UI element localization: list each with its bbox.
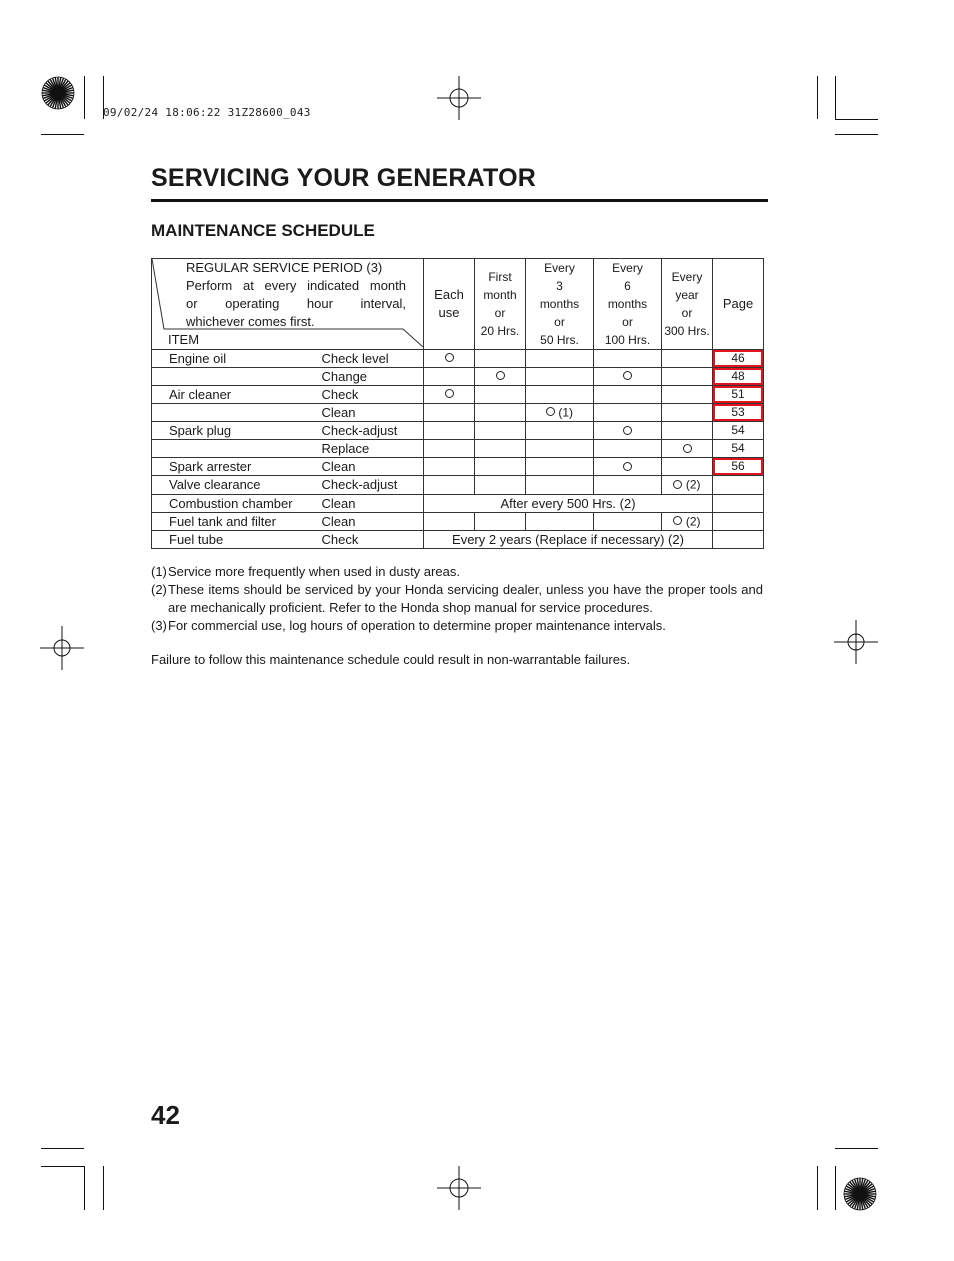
page-ref	[713, 530, 764, 548]
table-row	[152, 530, 764, 548]
registration-sunburst-icon	[843, 1177, 877, 1211]
page-ref-link[interactable]: 48	[713, 368, 764, 386]
page-ref: 54	[713, 422, 764, 440]
footnote: (2) These items should be serviced by your Honda servicing dealer, unless you have the proper tools and are mechanically proficient. Refer to the Honda shop manual for service procedures.	[151, 582, 763, 615]
row-action: Check-adjust	[318, 476, 424, 494]
registration-target-icon	[834, 620, 878, 664]
interval-marker-icon	[673, 480, 682, 489]
registration-target-icon	[437, 76, 481, 120]
page-title: SERVICING YOUR GENERATOR	[151, 164, 536, 192]
registration-target-icon	[437, 1166, 481, 1210]
interval-marker-icon	[623, 462, 632, 471]
interval-marker-icon	[445, 353, 454, 362]
page-ref-link[interactable]: 51	[713, 386, 764, 404]
interval-marker-icon	[683, 444, 692, 453]
page-ref-link[interactable]: 46	[713, 350, 764, 368]
row-item	[152, 404, 318, 422]
row-action: Clean	[318, 458, 424, 476]
col-header-every-year: Every year or 300 Hrs.	[662, 259, 713, 350]
interval-marker-icon	[496, 371, 505, 380]
row-action: Check level	[318, 350, 424, 368]
row-action: Clean	[318, 494, 424, 512]
table-row	[152, 368, 764, 386]
footnote: (1) Service more frequently when used in dusty areas.	[151, 564, 460, 579]
row-action: Change	[318, 368, 424, 386]
col-header-each-use: Each use	[424, 259, 475, 350]
table-row	[152, 350, 764, 368]
table-row	[152, 476, 764, 494]
print-stamp: 09/02/24 18:06:22 31Z28600_043	[103, 106, 311, 119]
page-ref	[713, 476, 764, 494]
table-row	[152, 512, 764, 530]
interval-marker-icon	[673, 516, 682, 525]
page-ref-link[interactable]: 53	[713, 404, 764, 422]
row-item: Air cleaner	[152, 386, 318, 404]
row-item	[152, 368, 318, 386]
col-header-every-6-months: Every 6 months or 100 Hrs.	[594, 259, 662, 350]
page-ref: 54	[713, 440, 764, 458]
corner-line-3: or operating hour interval,	[186, 296, 406, 311]
interval-marker-icon	[445, 389, 454, 398]
interval-span-text: After every 500 Hrs. (2)	[424, 494, 713, 512]
registration-sunburst-icon	[41, 76, 75, 110]
title-rule	[151, 199, 768, 202]
row-item: Fuel tank and filter	[152, 512, 318, 530]
footnote-ref: (1)	[558, 405, 573, 420]
interval-marker-icon	[623, 426, 632, 435]
row-action: Replace	[318, 440, 424, 458]
page-ref-link[interactable]: 56	[713, 458, 764, 476]
interval-span-text: Every 2 years (Replace if necessary) (2)	[424, 530, 713, 548]
row-item: Valve clearance	[152, 476, 318, 494]
period-item-corner-cell	[152, 259, 424, 350]
footnote-ref: (2)	[685, 477, 701, 492]
table-row	[152, 440, 764, 458]
corner-line-2: Perform at every indicated month	[186, 278, 406, 293]
registration-target-icon	[40, 626, 84, 670]
row-item: Spark arrester	[152, 458, 318, 476]
item-label: ITEM	[168, 332, 200, 347]
row-action: Check-adjust	[318, 422, 424, 440]
page-ref	[713, 512, 764, 530]
col-header-every-3-months: Every 3 months or 50 Hrs.	[526, 259, 594, 350]
row-item: Fuel tube	[152, 530, 318, 548]
row-item	[152, 440, 318, 458]
table-row	[152, 458, 764, 476]
row-item: Engine oil	[152, 350, 318, 368]
row-action: Clean	[318, 404, 424, 422]
footnote-ref: (2)	[685, 513, 701, 528]
page-ref	[713, 494, 764, 512]
col-header-first-month: First month or 20 Hrs.	[475, 259, 526, 350]
page-number: 42	[151, 1100, 180, 1130]
corner-line-1: REGULAR SERVICE PERIOD (3)	[186, 260, 383, 275]
interval-marker-icon	[546, 407, 555, 416]
table-row	[152, 386, 764, 404]
warranty-note: Failure to follow this maintenance schedule could result in non-warrantable failures.	[151, 652, 631, 667]
interval-marker-icon	[623, 371, 632, 380]
table-row	[152, 404, 764, 422]
maintenance-schedule-table	[151, 258, 764, 549]
corner-line-4: whichever comes first.	[186, 314, 315, 329]
section-title: MAINTENANCE SCHEDULE	[151, 221, 375, 240]
col-header-page: Page	[713, 259, 764, 350]
table-header-row	[152, 259, 764, 350]
row-item: Spark plug	[152, 422, 318, 440]
table-row	[152, 494, 764, 512]
row-item: Combustion chamber	[152, 494, 318, 512]
row-action: Clean	[318, 512, 424, 530]
footnotes	[151, 563, 763, 635]
row-action: Check	[318, 386, 424, 404]
row-action: Check	[318, 530, 424, 548]
table-row	[152, 422, 764, 440]
footnote: (3) For commercial use, log hours of operation to determine proper maintenance intervals.	[151, 618, 666, 633]
